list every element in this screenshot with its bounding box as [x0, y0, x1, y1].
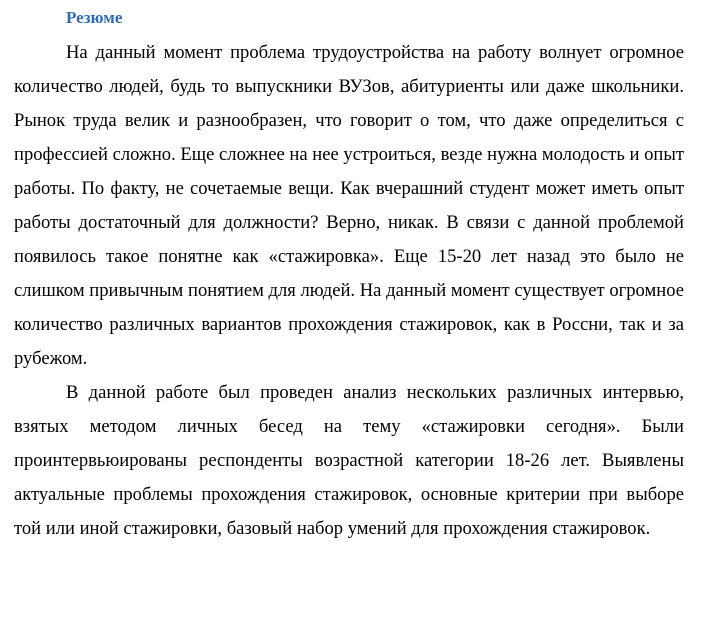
- section-heading: Резюме: [66, 8, 123, 27]
- document-page: [14, 0, 684, 546]
- paragraph-analysis: В данной работе был проведен анализ нескольких различных интервью, взятых методом личных бесед на тему «стажировки сегодня». Были проинтервьюированы респонденты возрастной категории 18-26 лет. Выявлены актуальные проблемы прохождения стажировок, основные критерии при выборе той или иной стажировки, базовый набор умений для прохождения стажировок.: [14, 382, 684, 539]
- paragraph-intro: На данный момент проблема трудоустройства на работу волнует огромное количество людей, будь то выпускники ВУЗов, абитуриенты или даже школьники. Рынок труда велик и разнообразен, что говорит о том, что даже определиться с профессией сложно. Еще сложнее на нее устроиться, везде нужна молодость и опыт работы. По факту, не сочетаемые вещи. Как вчерашний студент может иметь опыт работы достаточный для должности? Верно, никак. В связи с данной проблемой появилось такое понятне как «стажировка». Еще 15-20 лет назад это было не слишком привычным понятием для людей. На данный момент существует огромное количество различных вариантов прохождения стажировок, как в Россни, так и за рубежом.: [14, 42, 684, 369]
